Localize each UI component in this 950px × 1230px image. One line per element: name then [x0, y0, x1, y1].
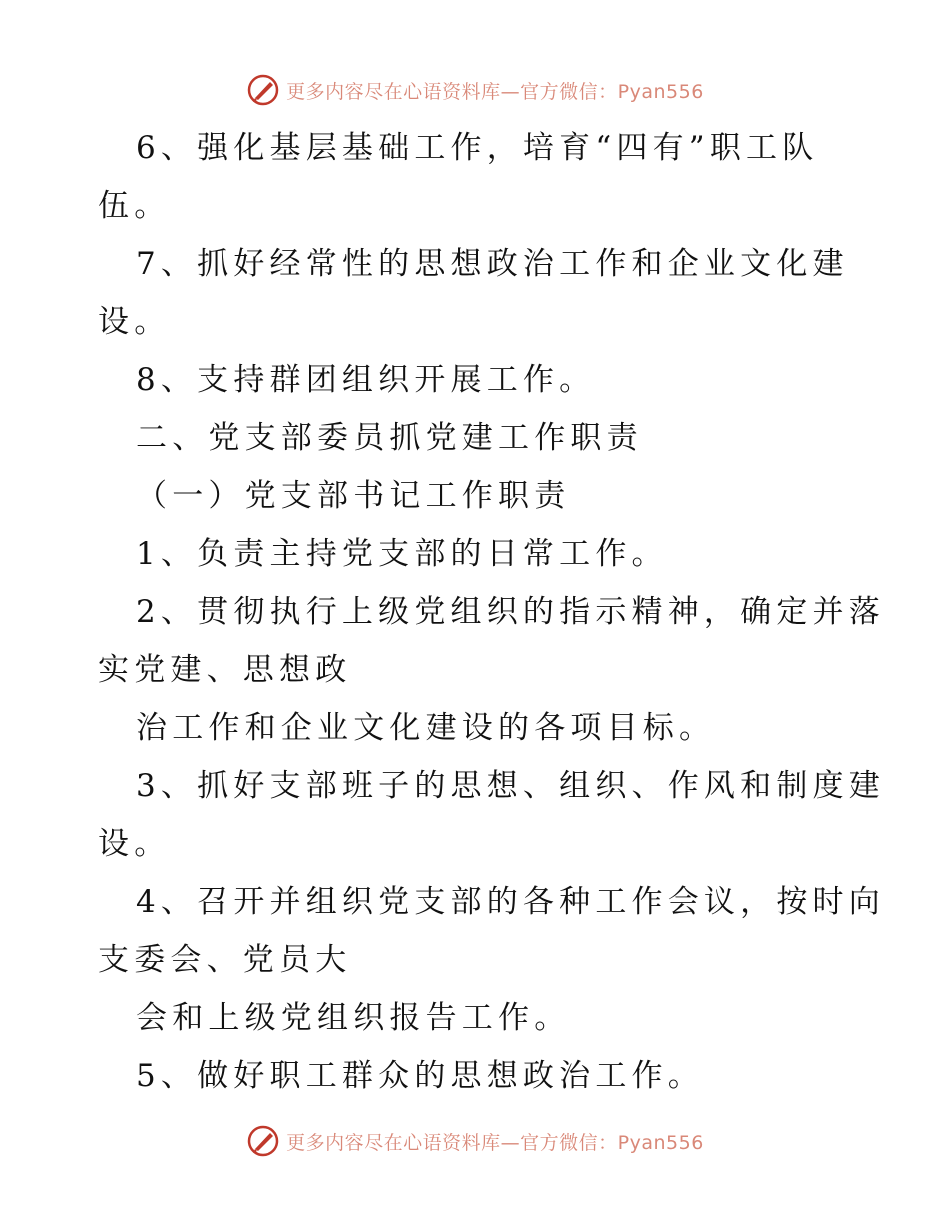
paragraph-line: 设。 [98, 304, 171, 340]
footer-watermark-text: 更多内容尽在心语资料库—官方微信：Pyan556 [286, 1131, 704, 1154]
header-watermark-text: 更多内容尽在心语资料库—官方微信：Pyan556 [286, 80, 704, 103]
paragraph-line: 3、抓好支部班子的思想、组织、作风和制度建 [136, 768, 885, 804]
paragraph-line: 会和上级党组织报告工作。 [136, 1000, 571, 1036]
paragraph-line: 治工作和企业文化建设的各项目标。 [136, 710, 716, 746]
paragraph-line: 支委会、党员大 [98, 942, 352, 978]
paragraph-line: 4、召开并组织党支部的各种工作会议，按时向 [136, 884, 885, 920]
subsection-heading: （一）党支部书记工作职责 [136, 478, 571, 514]
paragraph-line: 7、抓好经常性的思想政治工作和企业文化建 [136, 246, 849, 282]
paragraph-line: 伍。 [98, 188, 171, 224]
paragraph-line: 6、强化基层基础工作，培育“四有”职工队 [136, 130, 819, 166]
paragraph-line: 1、负责主持党支部的日常工作。 [136, 536, 668, 572]
paragraph-line: 设。 [98, 826, 171, 862]
paragraph-line: 8、支持群团组织开展工作。 [136, 362, 596, 398]
header-watermark [0, 68, 950, 112]
section-heading: 二、党支部委员抓党建工作职责 [136, 420, 643, 456]
paragraph-line: 5、做好职工群众的思想政治工作。 [136, 1058, 704, 1094]
paragraph-line: 实党建、思想政 [98, 652, 352, 688]
footer-watermark [0, 1119, 950, 1163]
pen-logo-icon [246, 73, 280, 107]
paragraph-line: 2、贯彻执行上级党组织的指示精神，确定并落 [136, 594, 885, 630]
pen-logo-icon [246, 1124, 280, 1158]
